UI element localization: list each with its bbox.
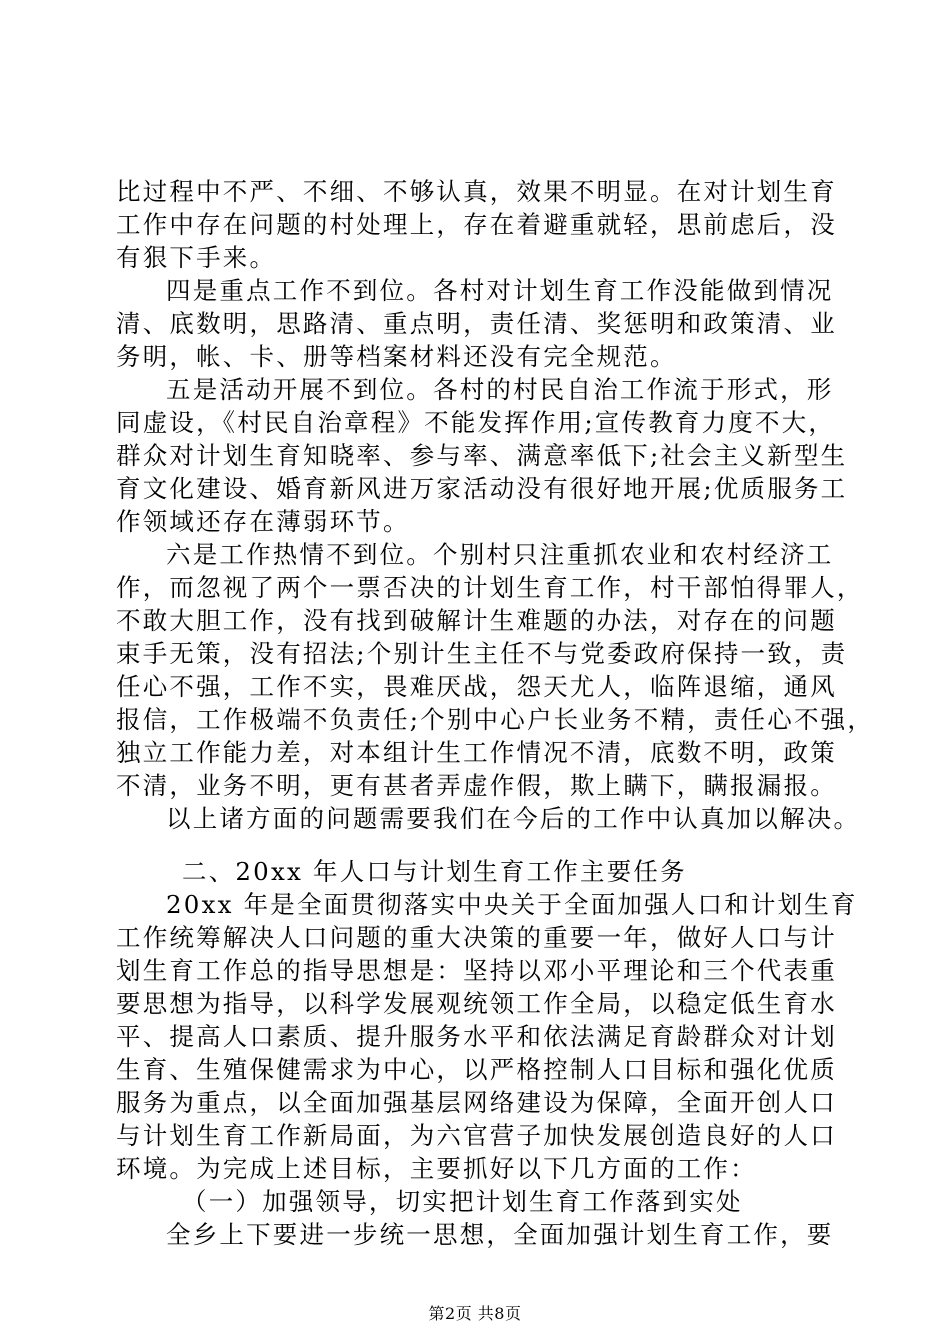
page-footer: 第2页 共8页: [428, 1304, 522, 1323]
subsection-heading: （一）加强领导，切实把计划生育工作落到实处: [182, 1187, 743, 1216]
paragraph-start: 全乡上下要进一步统一思想，全面加强计划生育工作，要: [166, 1220, 834, 1249]
text-line: 不清，业务不明，更有甚者弄虚作假，欺上瞒下，瞒报漏报。: [116, 771, 837, 800]
paragraph-gap: [116, 835, 856, 855]
text-line: 报信，工作极端不负责任;个别中心户长业务不精，责任心不强，: [116, 705, 875, 734]
text-line: 划生育工作总的指导思想是：坚持以邓小平理论和三个代表重: [116, 956, 837, 985]
text-line: 束手无策，没有招法;个别计生主任不与党委政府保持一致，责: [116, 639, 848, 668]
text-line: 不敢大胆工作，没有找到破解计生难题的办法，对存在的问题: [116, 606, 837, 635]
text-line: 与计划生育工作新局面，为六官营子加快发展创造良好的人口: [116, 1121, 837, 1150]
section-heading: 二、20xx 年人口与计划生育工作主要任务: [182, 857, 687, 886]
text-line: 务明，帐、卡、册等档案材料还没有完全规范。: [116, 342, 677, 371]
paragraph-start: 20xx 年是全面贯彻落实中央关于全面加强人口和计划生育: [166, 890, 858, 919]
text-line: 作领域还存在薄弱环节。: [116, 507, 410, 536]
text-line: 工作中存在问题的村处理上，存在着避重就轻，思前虑后，没: [116, 210, 837, 239]
text-line: 要思想为指导，以科学发展观统领工作全局，以稳定低生育水: [116, 989, 837, 1018]
text-line: 服务为重点，以全面加强基层网络建设为保障，全面开创人口: [116, 1088, 837, 1117]
document-body: [116, 175, 875, 1251]
text-line: 育文化建设、婚育新风进万家活动没有很好地开展;优质服务工: [116, 474, 848, 503]
text-line: 清、底数明，思路清、重点明，责任清、奖惩明和政策清、业: [116, 309, 837, 338]
text-line: 比过程中不严、不细、不够认真，效果不明显。在对计划生育: [116, 177, 837, 206]
text-line: 平、提高人口素质、提升服务水平和依法满足育龄群众对计划: [116, 1022, 837, 1051]
text-line: 环境。为完成上述目标，主要抓好以下几方面的工作：: [116, 1154, 757, 1183]
text-line: 有狠下手来。: [116, 243, 277, 272]
text-line: 生育、生殖保健需求为中心，以严格控制人口目标和强化优质: [116, 1055, 837, 1084]
text-line: 任心不强，工作不实，畏难厌战，怨天尤人，临阵退缩，通风: [116, 672, 837, 701]
text-line: 作，而忽视了两个一票否决的计划生育工作，村干部怕得罪人，: [116, 573, 864, 602]
text-line: 群众对计划生育知晓率、参与率、满意率低下;社会主义新型生: [116, 441, 848, 470]
paragraph-start: 五是活动开展不到位。各村的村民自治工作流于形式，形: [166, 375, 834, 404]
paragraph-start: 六是工作热情不到位。个别村只注重抓农业和农村经济工: [166, 540, 834, 569]
text-line: 工作统筹解决人口问题的重大决策的重要一年，做好人口与计: [116, 923, 837, 952]
text-line: 独立工作能力差，对本组计生工作情况不清，底数不明，政策: [116, 738, 837, 767]
text-line: 同虚设，《村民自治章程》不能发挥作用;宣传教育力度不大，: [116, 408, 836, 437]
paragraph-start: 四是重点工作不到位。各村对计划生育工作没能做到情况: [166, 276, 834, 305]
paragraph-start: 以上诸方面的问题需要我们在今后的工作中认真加以解决。: [166, 804, 861, 833]
